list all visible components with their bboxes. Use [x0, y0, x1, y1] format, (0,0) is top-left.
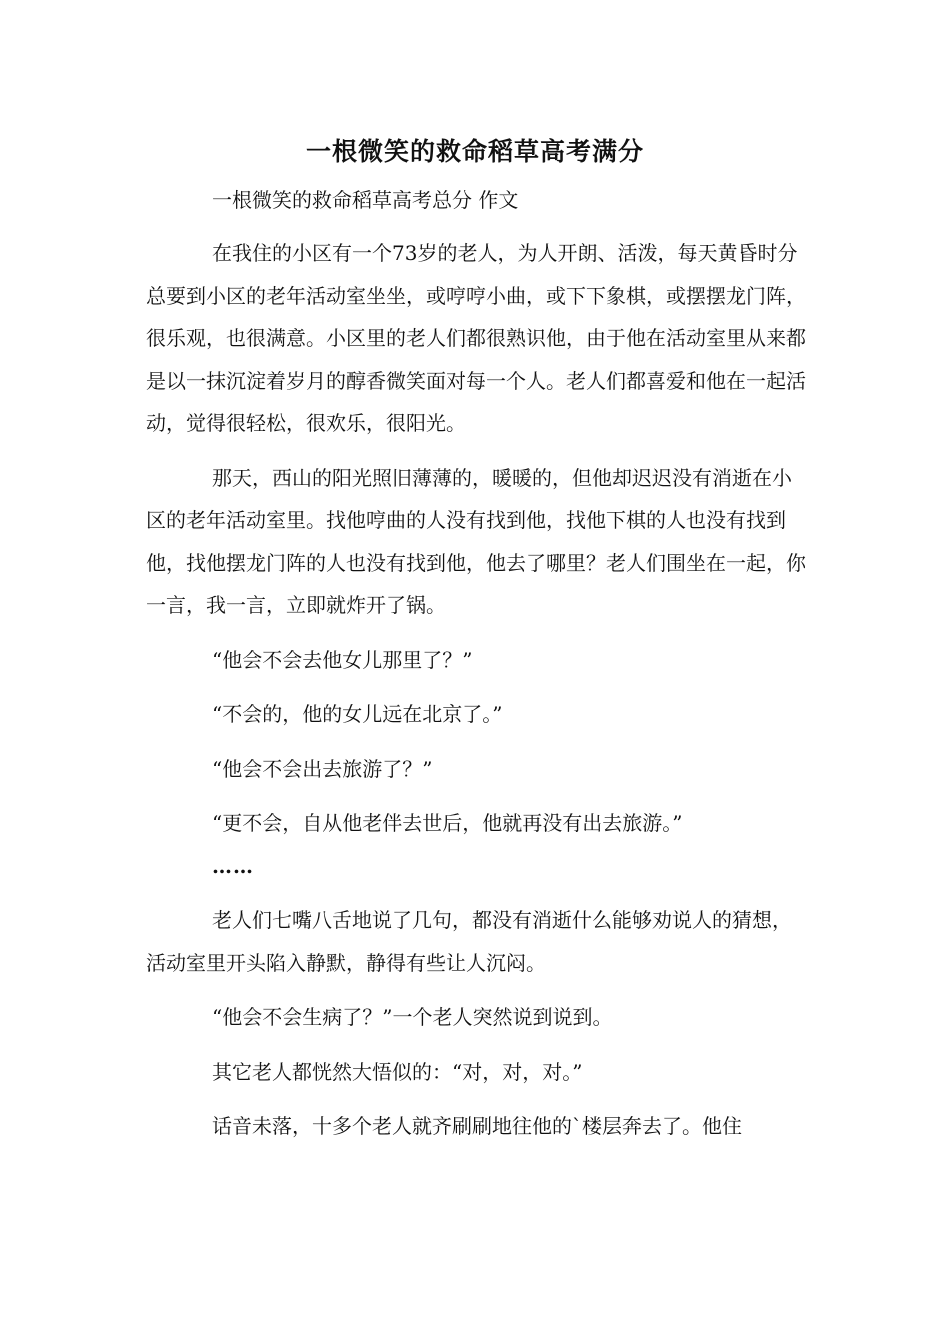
paragraph-1: 在我住的小区有一个73岁的老人，为人开朗、活泼，每天黄昏时分总要到小区的老年活动室坐坐，或哼哼小曲，或下下象棋，或摆摆龙门阵，很乐观，也很满意。小区里的老人们都很熟识他，由于他在活动室里从来都是以一抹沉淀着岁月的醇香微笑面对每一个人。老人们都喜爱和他在一起活动，觉得很轻松，很欢乐，很阳光。	[146, 241, 806, 435]
paragraph-3: 老人们七嘴八舌地说了几句，都没有消逝什么能够劝说人的猜想，活动室里开头陷入静默，静得有些让人沉闷。	[146, 908, 792, 975]
document-title: 一根微笑的救命稻草高考满分	[305, 137, 644, 166]
dialogue-line-1: “他会不会去他女儿那里了？”	[212, 647, 473, 672]
document-subtitle: 一根微笑的救命稻草高考总分 作文	[212, 188, 519, 212]
paragraph-2: 那天，西山的阳光照旧薄薄的，暖暖的，但他却迟迟没有消逝在小区的老年活动室里。找他哼曲的人没有找到他，找他下棋的人也没有找到他，找他摆龙门阵的人也没有找到他，他去了哪里？老人们围坐在一起，你一言，我一言，立即就炸开了锅。	[146, 465, 806, 617]
document-body	[146, 232, 806, 1148]
paragraph-5: 话音未落，十多个老人就齐刷刷地往他的`楼层奔去了。他住	[212, 1114, 742, 1138]
dialogue-line-2: “不会的，他的女儿远在北京了。”	[212, 702, 503, 726]
dialogue-line-3: “他会不会出去旅游了？”	[212, 756, 433, 781]
dialogue-line-4: “更不会，自从他老伴去世后，他就再没有出去旅游。”	[212, 811, 683, 835]
dialogue-line-5: “他会不会生病了？”一个老人突然说到说到。	[212, 1005, 613, 1029]
paragraph-4: 其它老人都恍然大悟似的：“对，对，对。”	[212, 1059, 583, 1084]
ellipsis-line: ……	[212, 853, 254, 878]
